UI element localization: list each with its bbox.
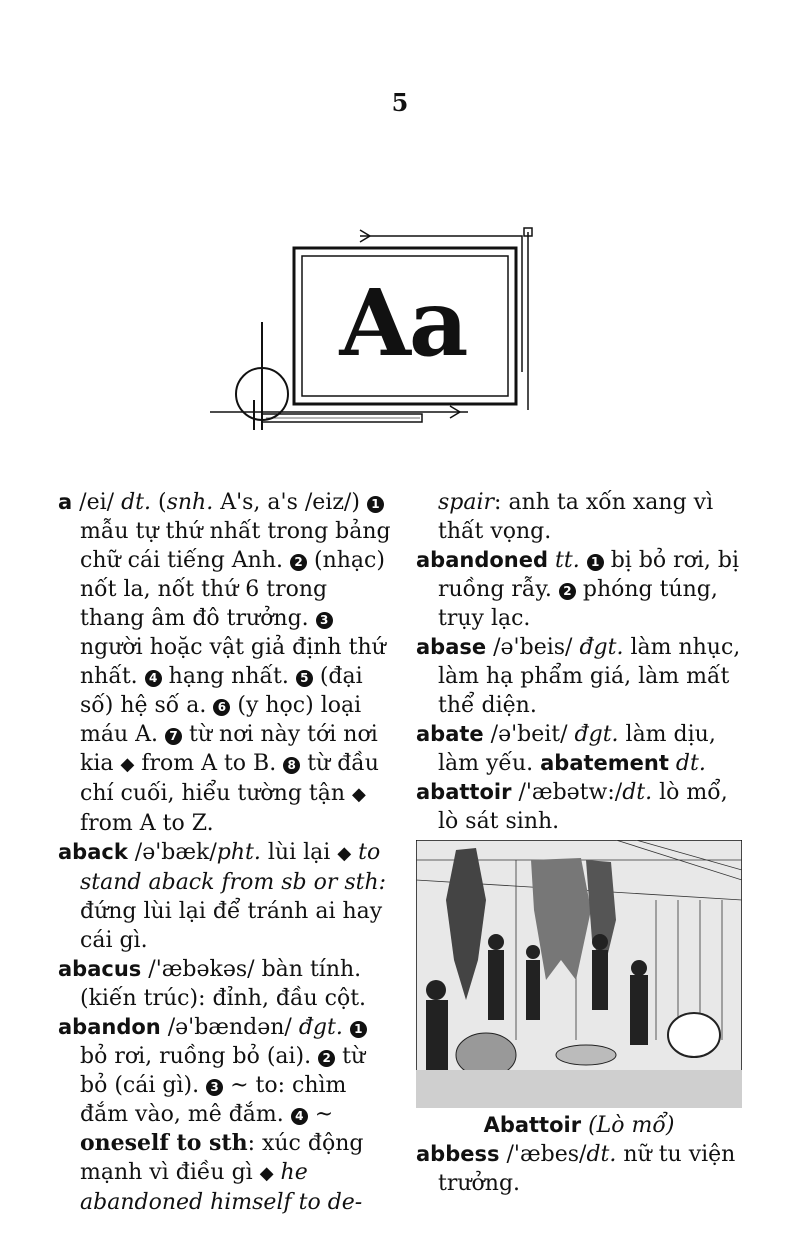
headword: a: [58, 490, 73, 514]
example: from A to Z.: [80, 811, 214, 836]
definition: làm nhục, làm hạ phẩm giá, làm mất thể diện.: [438, 635, 741, 718]
example-translation: đứng lùi lại để tránh ai hay cái gì.: [80, 899, 383, 953]
note-label: snh.: [166, 490, 214, 515]
example: to stand aback from sb or sth:: [80, 840, 387, 895]
sense-text: ~ to: chìm đắm vào, mê đắm.: [80, 1073, 347, 1127]
plural-note: A's, a's /eiz/): [213, 490, 360, 515]
sense-marker: 5: [296, 670, 313, 687]
diamond-icon: ◆: [352, 784, 366, 805]
entry-abase: [416, 633, 752, 720]
pronunciation: /'æbəkəs/: [148, 957, 255, 982]
derived-headword: abatement: [540, 751, 669, 775]
pronunciation: /'æbes/: [506, 1142, 587, 1167]
headword: abase: [416, 635, 487, 659]
definition: nữ tu viện trưởng.: [438, 1142, 736, 1196]
diamond-icon: ◆: [120, 754, 135, 775]
example: spair: [438, 490, 495, 515]
abattoir-illustration: [416, 840, 742, 1108]
pronunciation: /ə'beit/: [490, 722, 568, 747]
sense-text: từ nơi này tới nơi kia: [80, 722, 378, 776]
sense-text: bỏ rơi, ruồng bỏ (ai).: [80, 1044, 312, 1069]
section-letter-heading: Aa: [339, 269, 467, 377]
headword: abate: [416, 722, 484, 746]
sense-marker: 7: [165, 728, 182, 745]
part-of-speech: tt.: [555, 548, 580, 573]
sense-marker: 1: [367, 496, 384, 513]
headword: aback: [58, 840, 128, 864]
entry-abate: [416, 720, 752, 778]
pronunciation: /'æbətw:/: [518, 780, 623, 805]
headword: abbess: [416, 1142, 500, 1166]
definition: lùi lại: [267, 840, 331, 865]
part-of-speech: pht.: [216, 840, 261, 865]
part-of-speech: dt.: [622, 780, 653, 805]
sense-marker: 2: [290, 554, 307, 571]
definition: bàn tính. (kiến trúc): đỉnh, đầu cột.: [80, 957, 367, 1011]
caption-translation: (Lò mổ): [588, 1113, 675, 1138]
sense-text: ~: [314, 1102, 334, 1127]
right-column: [416, 488, 752, 836]
sense-text: bị bỏ rơi, bị ruồng rẫy.: [438, 548, 740, 602]
definition: lò mổ, lò sát sinh.: [438, 780, 728, 834]
note-open: (: [157, 490, 167, 515]
illustration-caption: [416, 1110, 742, 1141]
sense-text: (nhạc) nốt la, nốt thứ 6 trong thang âm đô trưởng.: [80, 548, 385, 631]
entry-abandoned: [416, 546, 752, 633]
sense-marker: 8: [283, 757, 300, 774]
sense-marker: 4: [145, 670, 162, 687]
part-of-speech: dt.: [586, 1142, 617, 1167]
page-number: 5: [391, 88, 409, 117]
headword: abandon: [58, 1015, 161, 1039]
sense-text: từ bỏ (cái gì).: [80, 1044, 366, 1098]
sense-marker: 3: [316, 612, 333, 629]
sense-marker: 1: [587, 554, 604, 571]
sense-marker: 4: [291, 1108, 308, 1125]
sense-marker: 2: [318, 1050, 335, 1067]
sense-text: phóng túng, trụy lạc.: [438, 577, 718, 631]
pronunciation: /ei/: [79, 490, 115, 515]
entry-abattoir: [416, 778, 752, 836]
caption-title: Abattoir: [483, 1113, 582, 1137]
example-translation: : anh ta xốn xang vì thất vọng.: [438, 490, 714, 544]
entry-a: [58, 488, 396, 838]
example: from A to B.: [141, 751, 277, 776]
headword: abandoned: [416, 548, 549, 572]
sense-text: (y học) loại máu A.: [80, 693, 362, 747]
sense-marker: 3: [206, 1079, 223, 1096]
sense-text: mẫu tự thứ nhất trong bảng chữ cái tiếng Anh.: [80, 519, 391, 573]
part-of-speech: dt.: [675, 751, 706, 776]
sense-marker: 6: [213, 699, 230, 716]
sense-text: (đại số) hệ số a.: [80, 664, 363, 718]
part-of-speech: đgt.: [298, 1015, 343, 1040]
sense-text: hạng nhất.: [168, 664, 289, 689]
sense-marker: 2: [559, 583, 576, 600]
sense-marker: 1: [350, 1021, 367, 1038]
entry-abandon: [58, 1013, 396, 1217]
entry-abbess: [416, 1140, 752, 1198]
left-column: [58, 488, 396, 1217]
pronunciation: /ə'beis/: [493, 635, 573, 660]
definition: làm dịu, làm yếu.: [438, 722, 716, 776]
phrase: oneself to sth: [80, 1130, 248, 1156]
sense-text: từ đầu chí cuối, hiểu tường tận: [80, 751, 379, 806]
headword: abattoir: [416, 780, 512, 804]
diamond-icon: ◆: [259, 1163, 274, 1184]
example: he abandoned himself to de-: [80, 1160, 363, 1215]
sense-text: người hoặc vật giả định thứ nhất.: [80, 635, 386, 689]
entry-abacus: [58, 955, 396, 1013]
headword: abacus: [58, 957, 142, 981]
part-of-speech: đgt.: [574, 722, 619, 747]
sense-text: : xúc động mạnh vì điều gì: [80, 1131, 364, 1185]
part-of-speech: dt.: [121, 490, 151, 515]
entry-aback: [58, 838, 396, 955]
diamond-icon: ◆: [337, 843, 352, 864]
entry-abbess-block: [416, 1140, 752, 1198]
pronunciation: /ə'bændən/: [167, 1015, 292, 1040]
part-of-speech: đgt.: [579, 635, 624, 660]
pronunciation: /ə'bæk/: [134, 840, 217, 865]
entry-continuation: [416, 488, 752, 546]
